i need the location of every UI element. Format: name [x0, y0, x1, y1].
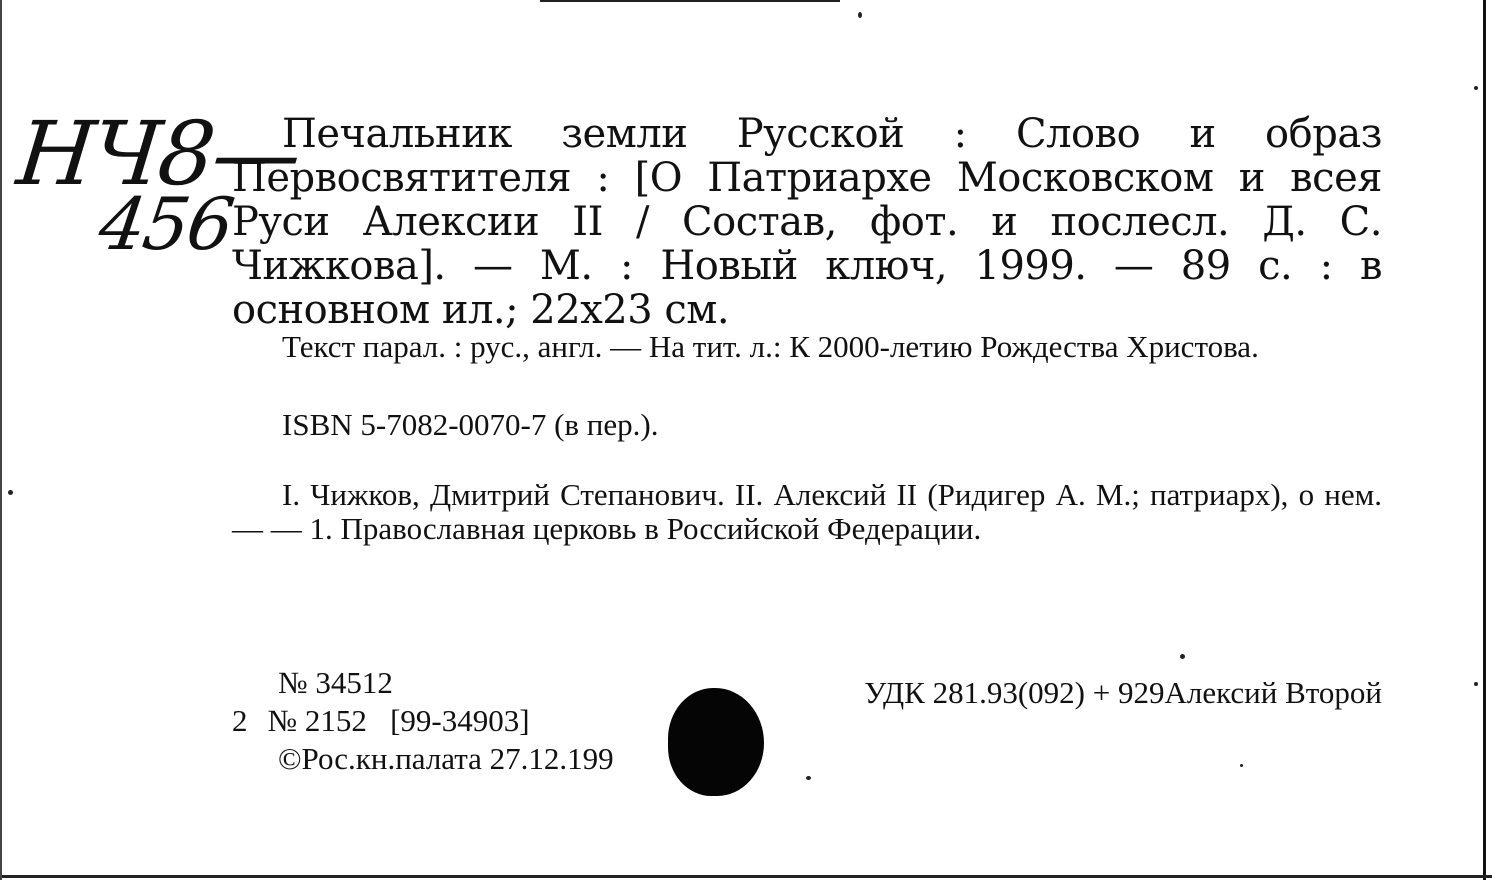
isbn-line: ISBN 5-7082-0070-7 (в пер.). [282, 407, 659, 442]
language-note: Текст парал. : рус., англ. — На тит. л.: К 2000-летию Рождества Христова. [282, 329, 1259, 364]
scan-speck [1474, 86, 1478, 90]
bibliographic-title: Печальник земли Русской : Слово и образ Первосвятителя : [О Патриархе Московском и всея Руси Алексии II / Состав, фот. и послесл. Д. С. Чижкова]. — М. : Новый ключ, 1999. — 89 с. : в основном ил.; 22x23 см. [232, 111, 1382, 333]
scan-edge-left [0, 0, 2, 880]
subject-headings: I. Чижков, Дмитрий Степанович. II. Алексий II (Ридигер А. М.; патриарх), о нем. — — 1. Православная церковь в Российской Федерации. [232, 477, 1382, 546]
scan-speck [858, 12, 862, 18]
card-number-row [232, 704, 530, 738]
scan-edge-bottom [0, 875, 1492, 878]
scan-speck [806, 776, 811, 780]
card-number-1: № 34512 [278, 665, 393, 700]
handwritten-code-line1: НЧ8— [12, 102, 305, 205]
scan-speck [1474, 682, 1478, 686]
chamber-line [278, 742, 699, 776]
ink-blot [668, 688, 764, 796]
chamber-copyright: ©Рос.кн.палата 27.12.199 [278, 741, 614, 776]
scan-edge-top [540, 0, 840, 2]
udk-classification: УДК 281.93(092) + 929Алексий Второй [864, 675, 1382, 710]
card-number-2: № 2152 [267, 703, 367, 738]
scan-edge-right [1483, 0, 1486, 880]
copies-count: 2 [232, 703, 248, 738]
scan-speck [1180, 654, 1185, 659]
handwritten-code-line2: 456 [94, 182, 238, 266]
bracket-code: [99-34903] [390, 703, 530, 738]
scan-speck [8, 490, 13, 495]
scan-speck [1240, 764, 1243, 767]
